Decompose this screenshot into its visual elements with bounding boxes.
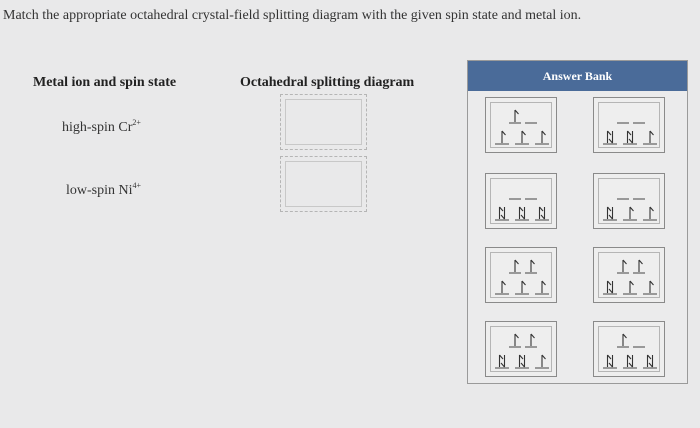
electron-arrow [628, 355, 633, 367]
orbital-diagram [594, 248, 666, 304]
electron-arrow [648, 355, 653, 367]
orbital-diagram [486, 322, 558, 378]
electron-arrow [623, 334, 627, 346]
electron-arrow [531, 260, 535, 272]
question-text: Match the appropriate octahedral crystal-field splitting diagram with the given spin state and metal ion. [3, 8, 582, 23]
electron-arrow [628, 131, 633, 143]
row-label-cr [62, 118, 141, 136]
electron-arrow [520, 207, 525, 219]
answer-card-4[interactable] [593, 173, 665, 229]
orbital-diagram [594, 322, 666, 378]
row-label-ni [66, 181, 141, 199]
electron-arrow [515, 260, 519, 272]
splitting-diagram-header: Octahedral splitting diagram [240, 75, 415, 90]
orbital-diagram [486, 248, 558, 304]
answer-card-3[interactable] [485, 173, 557, 229]
electron-arrow [608, 355, 613, 367]
answer-card-8[interactable] [593, 321, 665, 377]
electron-arrow [502, 131, 506, 143]
metal-ion-header: Metal ion and spin state [33, 75, 177, 90]
orbital-diagram [486, 174, 558, 230]
element-symbol: Cr [118, 120, 133, 135]
electron-arrow [522, 281, 526, 293]
electron-arrow [630, 207, 634, 219]
electron-arrow [608, 207, 613, 219]
electron-arrow [500, 207, 505, 219]
orbital-diagram [594, 174, 666, 230]
spin-state: high-spin [62, 120, 115, 135]
electron-arrow [515, 334, 519, 346]
electron-arrow [540, 207, 545, 219]
answer-card-2[interactable] [593, 97, 665, 153]
electron-arrow [502, 281, 506, 293]
drop-target-inner [285, 99, 362, 145]
drop-target-inner [285, 161, 362, 207]
electron-arrow [520, 355, 525, 367]
electron-arrow [639, 260, 643, 272]
electron-arrow [522, 131, 526, 143]
electron-arrow [650, 131, 654, 143]
ion-charge: 4+ [132, 181, 142, 190]
electron-arrow [608, 131, 613, 143]
electron-arrow [542, 131, 546, 143]
answer-card-5[interactable] [485, 247, 557, 303]
answer-card-6[interactable] [593, 247, 665, 303]
electron-arrow [623, 260, 627, 272]
answer-bank-title: Answer Bank [468, 61, 687, 91]
electron-arrow [542, 355, 546, 367]
electron-arrow [608, 281, 613, 293]
answer-card-1[interactable] [485, 97, 557, 153]
element-symbol: Ni [118, 183, 133, 198]
electron-arrow [515, 110, 519, 122]
electron-arrow [650, 207, 654, 219]
electron-arrow [630, 281, 634, 293]
drop-target-cr[interactable] [280, 94, 367, 150]
answer-card-7[interactable] [485, 321, 557, 377]
ion-charge: 2+ [132, 118, 141, 127]
orbital-diagram [594, 98, 666, 154]
orbital-diagram [486, 98, 558, 154]
electron-arrow [542, 281, 546, 293]
electron-arrow [650, 281, 654, 293]
drop-target-ni[interactable] [280, 156, 367, 212]
electron-arrow [500, 355, 505, 367]
electron-arrow [531, 334, 535, 346]
spin-state: low-spin [66, 183, 115, 198]
